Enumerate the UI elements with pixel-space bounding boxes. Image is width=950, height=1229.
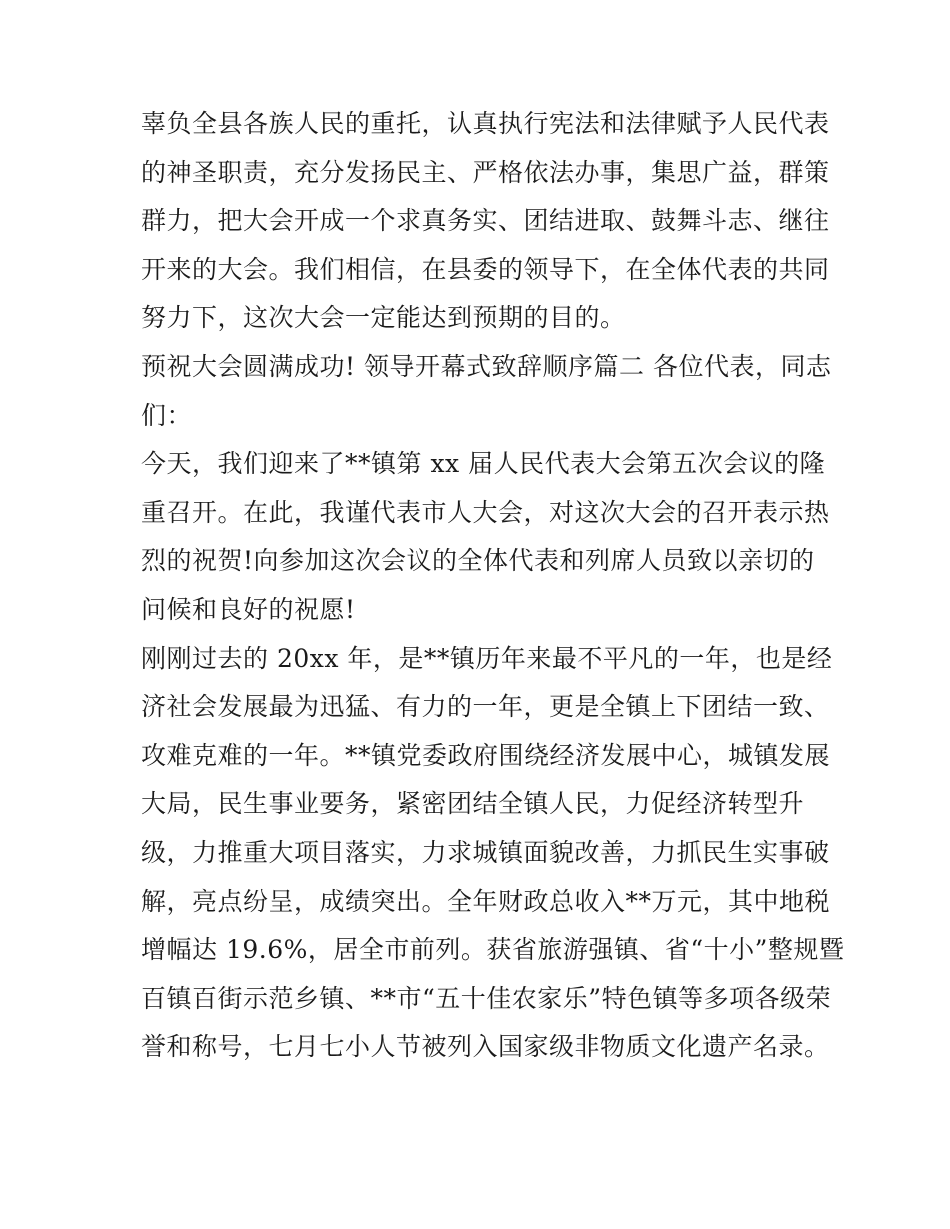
text-line: 们： — [141, 400, 193, 430]
text-line: 烈的祝贺!向参加这次会议的全体代表和列席人员致以亲切的 — [141, 546, 815, 576]
document-body — [141, 100, 845, 1072]
text-line: 百镇百街示范乡镇、**市“五十佳农家乐”特色镇等多项各级荣 — [141, 983, 832, 1013]
text-line: 刚刚过去的 20xx 年，是**镇历年来最不平凡的一年，也是经 — [141, 643, 833, 673]
text-line: 辜负全县各族人民的重托，认真执行宪法和法律赋予人民代表 — [141, 109, 830, 138]
text-line: 誉和称号，七月七小人节被列入国家级非物质文化遗产名录。 — [141, 1032, 830, 1062]
text-line: 济社会发展最为迅猛、有力的一年，更是全镇上下团结一致、 — [141, 692, 830, 722]
text-line: 重召开。在此，我谨代表市人大会，对这次大会的召开表示热 — [141, 497, 830, 527]
text-line: 群力，把大会开成一个求真务实、团结进取、鼓舞斗志、继往 — [141, 206, 830, 236]
text-line: 攻难克难的一年。**镇党委政府围绕经济发展中心，城镇发展 — [141, 740, 831, 770]
text-line: 大局，民生事业要务，紧密团结全镇人民，力促经济转型升 — [141, 789, 805, 819]
text-line: 预祝大会圆满成功! 领导开幕式致辞顺序篇二 各位代表，同志 — [141, 351, 832, 381]
text-line: 解，亮点纷呈，成绩突出。全年财政总收入**万元，其中地税 — [141, 886, 831, 916]
text-line: 问候和良好的祝愿! — [141, 594, 356, 624]
text-line: 增幅达 19.6%，居全市前列。获省旅游强镇、省“十小”整规暨 — [141, 935, 845, 965]
text-line: 今天，我们迎来了**镇第 xx 届人民代表大会第五次会议的隆 — [141, 449, 826, 479]
text-line: 的神圣职责，充分发扬民主、严格依法办事，集思广益，群策 — [141, 157, 830, 187]
text-line: 级，力推重大项目落实，力求城镇面貌改善，力抓民生实事破 — [141, 837, 830, 867]
text-line: 努力下，这次大会一定能达到预期的目的。 — [141, 303, 626, 333]
text-line: 开来的大会。我们相信，在县委的领导下，在全体代表的共同 — [141, 254, 830, 284]
